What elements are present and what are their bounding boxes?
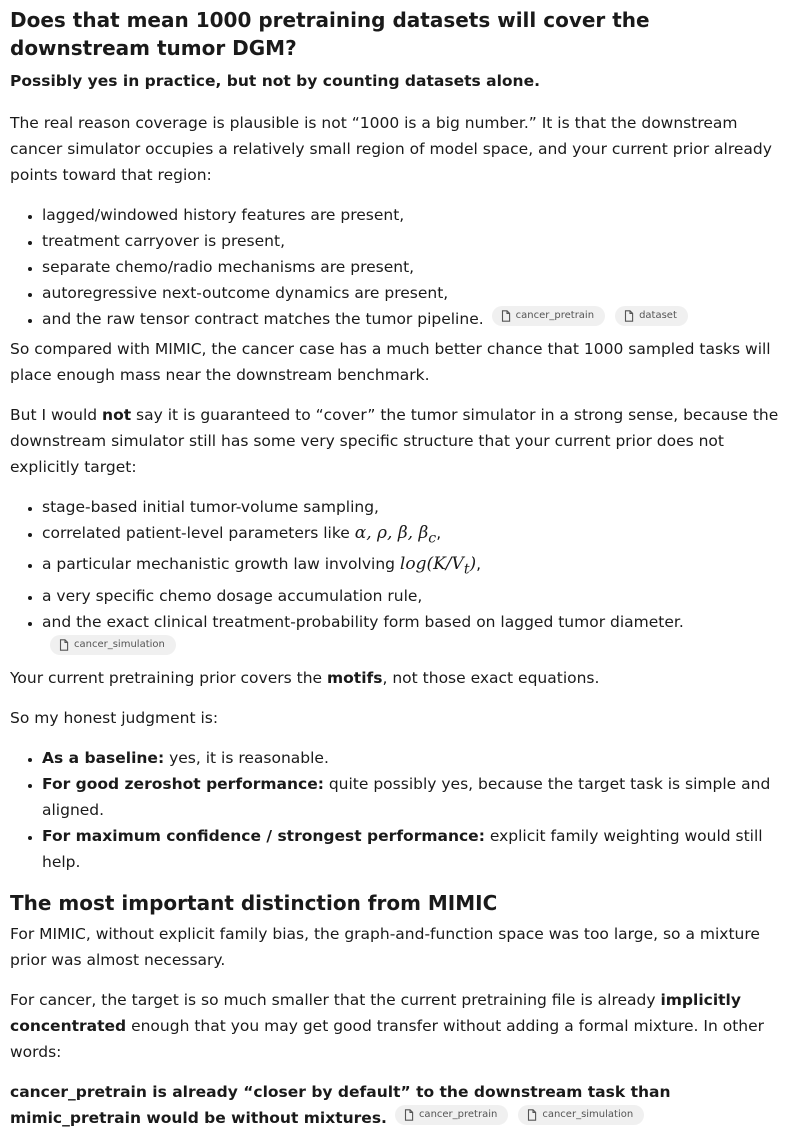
text-run: For cancer, the target is so much smaller that the current pretraining file is already <box>10 990 661 1009</box>
text-run: quite possibly yes, because the target task is simple and aligned. <box>42 774 771 819</box>
text-run: Your current pretraining prior covers the <box>10 668 327 687</box>
chip-label: cancer_simulation <box>542 1108 634 1120</box>
paragraph: For MIMIC, without explicit family bias, the graph-and-function space was too large, so a mixture prior was almost necessary. <box>10 924 760 969</box>
text-run: , not those exact equations. <box>382 668 600 687</box>
math-expression <box>399 554 477 578</box>
list-item: • a very specific chemo dosage accumulation rule, <box>42 583 780 609</box>
math-symbols: log(K/V <box>399 554 464 575</box>
text-run: enough that you may get good transfer without adding a formal mixture. In other words: <box>10 1016 765 1061</box>
math-expression <box>354 523 437 547</box>
emphasis: not <box>102 406 132 424</box>
list-item <box>42 306 780 332</box>
paragraph: So my honest judgment is: <box>10 708 219 727</box>
paragraph: The real reason coverage is plausible is not “1000 is a big number.” It is that the downstream cancer simulator occupies a relatively small region of model space, and your current prior already points toward that region: <box>10 114 772 184</box>
list-item <box>42 745 780 771</box>
paragraph <box>10 1079 780 1131</box>
chip-label: cancer_pretrain <box>515 310 595 321</box>
section-heading: Does that mean 1000 pretraining datasets will cover the downstream tumor DGM? <box>10 8 650 60</box>
source-chip-cancer-pretrain[interactable] <box>492 306 605 326</box>
math-subscript: t <box>463 561 470 578</box>
text-run: yes, it is reasonable. <box>164 748 329 767</box>
file-icon <box>59 639 69 651</box>
source-chip-cancer-pretrain[interactable] <box>395 1105 508 1125</box>
text-run: explicit family weighting would still help. <box>42 826 763 871</box>
emphasis: motifs <box>327 668 383 687</box>
text-run: say it is guaranteed to “cover” the tumor simulator in a strong sense, because the downstream simulator still has some very specific structure that your current prior does not explicitly target: <box>10 406 779 476</box>
paragraph: So compared with MIMIC, the cancer case has a much better chance that 1000 sampled tasks will place enough mass near the downstream benchmark. <box>10 340 771 384</box>
item-label: As a baseline: <box>42 748 165 767</box>
source-chip-cancer-simulation[interactable] <box>50 635 176 655</box>
list-item: • lagged/windowed history features are present, <box>42 202 780 228</box>
text-run: , <box>476 555 482 574</box>
bullet-list <box>10 494 780 661</box>
file-icon <box>624 310 634 322</box>
file-icon <box>501 310 511 322</box>
list-item: • autoregressive next-outcome dynamics are present, <box>42 280 780 306</box>
list-item: • treatment carryover is present, <box>42 228 780 254</box>
math-symbols: ) <box>469 554 477 575</box>
emphasis: implicitly concentrated <box>10 990 741 1035</box>
bullet-list <box>10 202 780 332</box>
math-symbols: α, ρ, β, β <box>354 523 429 543</box>
math-subscript: c <box>428 530 437 547</box>
list-item <box>42 823 780 875</box>
file-icon <box>527 1109 537 1121</box>
chip-label: cancer_pretrain <box>418 1108 498 1120</box>
list-item-text: and the raw tensor contract matches the tumor pipeline. <box>42 310 484 328</box>
section-heading: The most important distinction from MIMIC <box>10 890 498 915</box>
chip-label: cancer_simulation <box>74 638 165 650</box>
source-chip-dataset[interactable] <box>615 306 688 326</box>
text-run: , <box>436 524 442 542</box>
text-run: correlated patient-level parameters like <box>42 524 355 542</box>
list-item <box>42 520 780 551</box>
answer-lead: Possibly yes in practice, but not by counting datasets alone. <box>10 72 540 90</box>
bullet-list <box>10 745 780 875</box>
list-item: • separate chemo/radio mechanisms are present, <box>42 254 780 280</box>
paragraph <box>10 665 780 691</box>
item-label: For good zeroshot performance: <box>42 774 324 793</box>
list-item <box>42 609 780 661</box>
list-item: • stage-based initial tumor-volume sampling, <box>42 494 780 520</box>
chip-label: dataset <box>639 310 677 321</box>
paragraph <box>10 987 780 1065</box>
list-item-text: and the exact clinical treatment-probability form based on lagged tumor diameter. <box>42 612 684 631</box>
source-chip-cancer-simulation[interactable] <box>518 1105 644 1125</box>
text-run: But I would <box>10 406 103 424</box>
item-label: For maximum confidence / strongest performance: <box>42 826 485 845</box>
paragraph <box>10 402 780 480</box>
file-icon <box>404 1109 414 1121</box>
list-item <box>42 771 780 823</box>
text-run: a particular mechanistic growth law involving <box>42 555 400 574</box>
emphasis: cancer_pretrain is already “closer by default” to the downstream task than mimic_pretrain would be without mixtures. <box>10 1082 671 1127</box>
list-item <box>42 551 780 582</box>
